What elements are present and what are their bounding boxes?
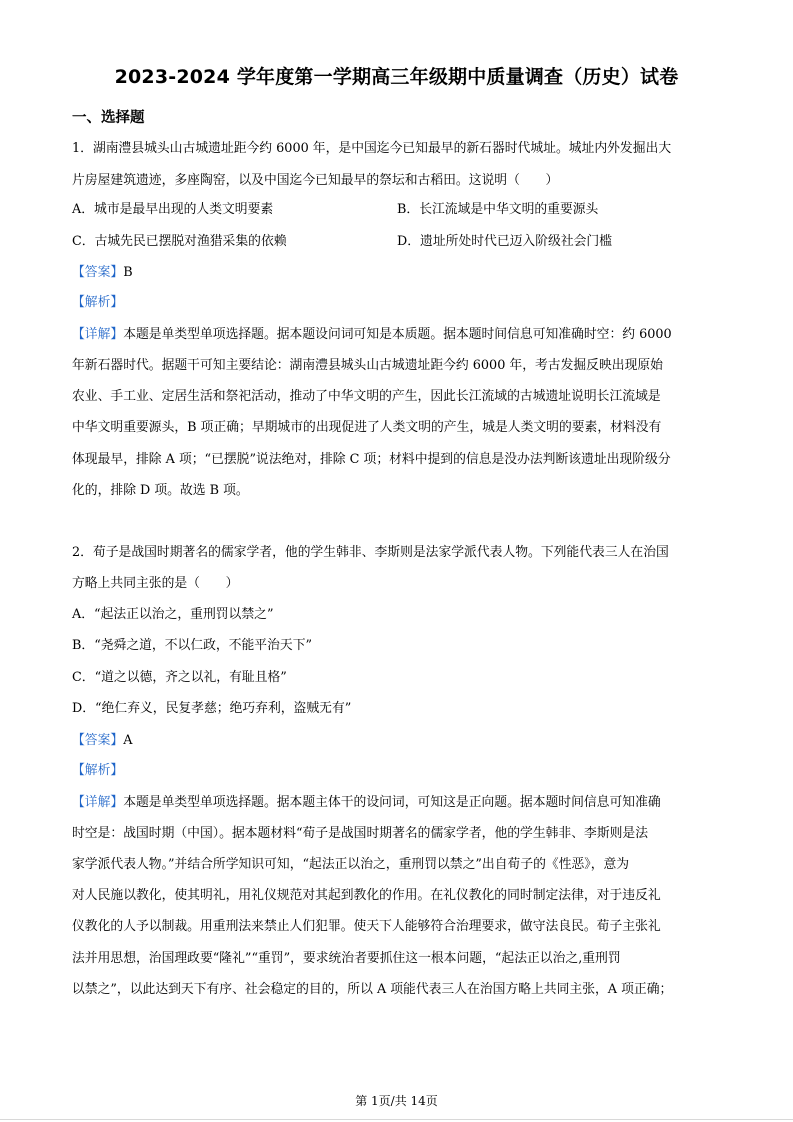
q1-option-a: A．城市是最早出现的人类文明要素 <box>72 202 274 217</box>
detail-text: 本题是单类型单项选择题。据本题设问词可知是本质题。据本题时间信息可知准确时空：约 6000 <box>123 327 672 342</box>
answer-value: B <box>123 265 133 280</box>
q1-analysis-label <box>72 295 123 311</box>
page-title: 2023-2024 学年度第一学期高三年级期中质量调查（历史）试卷 <box>114 66 679 88</box>
q2-stem-line: 2．荀子是战国时期著名的儒家学者，他的学生韩非、李斯则是法家学派代表人物。下列能代表三人在治国 <box>72 545 669 560</box>
q2-analysis-label <box>72 763 123 779</box>
q1-detail-line: 年新石器时代。据题干可知主要结论：湖南澧县城头山古城遗址距今约 6000 年，考古发掘反映出现原始 <box>72 358 663 373</box>
q2-detail-line: 仪教化的人予以制裁。用重刑法来禁止人们犯罪。使天下人能够符合治理要求，做守法良民。荀子主张礼 <box>72 919 661 934</box>
section-title: 一、选择题 <box>72 110 145 126</box>
q2-stem-line: 方略上共同主张的是（ ） <box>72 576 239 591</box>
page-footer: 第 1页/共 14页 <box>355 1094 438 1108</box>
q1-stem-line: 片房屋建筑遗迹，多座陶窑，以及中国迄今已知最早的祭坛和古稻田。这说明（ ） <box>72 173 559 188</box>
q1-detail-line: 化的，排除 D 项。故选 B 项。 <box>72 483 249 498</box>
q1-option-c: C．古城先民已摆脱对渔猎采集的依赖 <box>72 234 287 249</box>
analysis-tag: 【解析】 <box>72 763 124 778</box>
q1-answer <box>72 265 133 281</box>
detail-text: 本题是单类型单项选择题。据本题主体干的设问词，可知这是正向题。据本题时间信息可知准确 <box>123 795 661 810</box>
answer-tag: 【答案】 <box>72 733 124 748</box>
q2-option-c: C．“道之以德，齐之以礼，有耻且格” <box>72 670 287 685</box>
q2-detail-line: 时空是：战国时期（中国）。据本题材料“荀子是战国时期著名的儒家学者，他的学生韩非、李斯则是法 <box>72 826 649 841</box>
q2-option-b: B．“尧舜之道，不以仁政，不能平治天下” <box>72 638 313 653</box>
footer-divider <box>0 1119 793 1120</box>
q2-option-a: A．“起法正以治之，重刑罚以禁之” <box>72 607 274 622</box>
detail-tag: 【详解】 <box>72 327 124 342</box>
q2-detail-line: 以禁之”，以此达到天下有序、社会稳定的目的，所以 A 项能代表三人在治国方略上共同主张，A 项正确； <box>72 982 673 997</box>
q1-option-d: D．遗址所处时代已迈入阶级社会门槛 <box>397 234 613 249</box>
q2-answer <box>72 733 132 749</box>
q2-detail-line <box>72 795 661 811</box>
q1-detail-line <box>72 327 672 343</box>
q2-detail-line: 家学派代表人物。”并结合所学知识可知，“起法正以治之，重刑罚以禁之”出自荀子的《性恶》，意为 <box>72 857 630 872</box>
q2-detail-line: 法并用思想，治国理政要“隆礼”“重罚”，要求统治者要抓住这一根本问题，“起法正以治之,重刑罚 <box>72 951 621 966</box>
analysis-tag: 【解析】 <box>72 295 124 310</box>
q1-stem-line: 1．湖南澧县城头山古城遗址距今约 6000 年，是中国迄今已知最早的新石器时代城址。城址内外发掘出大 <box>72 141 672 156</box>
q1-option-b: B．长江流域是中华文明的重要源头 <box>397 202 599 217</box>
q1-detail-line: 农业、手工业、定居生活和祭祀活动，推动了中华文明的产生，因此长江流域的古城遗址说明长江流域是 <box>72 389 661 404</box>
q1-detail-line: 中华文明重要源头，B 项正确；早期城市的出现促进了人类文明的产生，城是人类文明的要素，材料没有 <box>72 420 662 435</box>
detail-tag: 【详解】 <box>72 795 124 810</box>
q2-detail-line: 对人民施以教化，使其明礼，用礼仪规范对其起到教化的作用。在礼仪教化的同时制定法律，对于违反礼 <box>72 888 661 903</box>
q2-option-d: D．“绝仁弃义，民复孝慈；绝巧弃利，盗贼无有” <box>72 701 352 716</box>
answer-value: A <box>123 733 133 748</box>
q1-detail-line: 体现最早，排除 A 项；“已摆脱”说法绝对，排除 C 项；材料中提到的信息是没办法判断该遗址出现阶级分 <box>72 452 671 467</box>
answer-tag: 【答案】 <box>72 265 124 280</box>
